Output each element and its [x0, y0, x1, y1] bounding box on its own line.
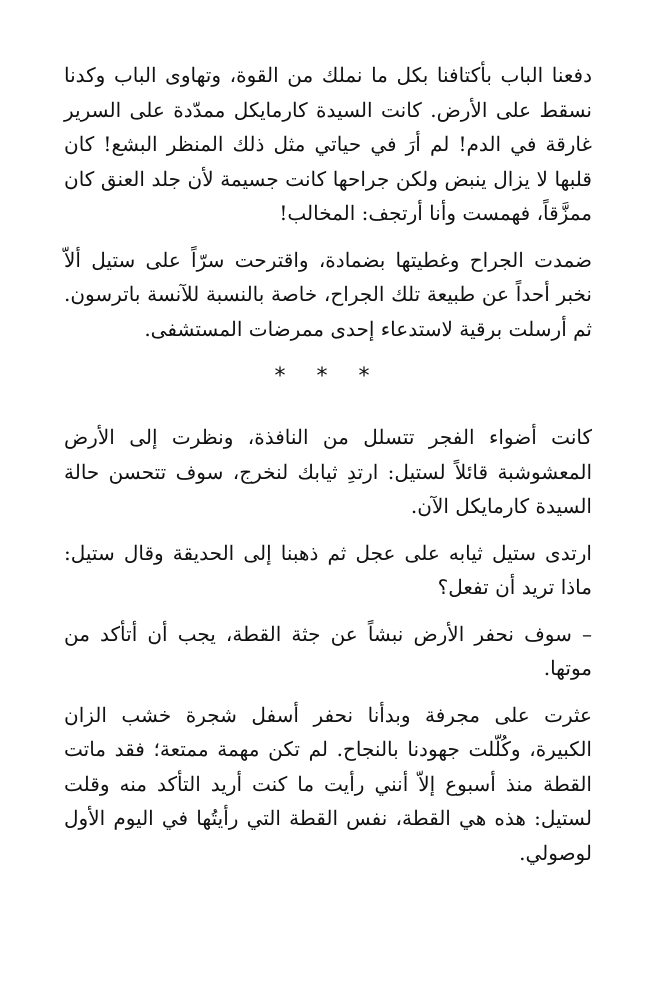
- paragraph: عثرت على مجرفة وبدأنا نحفر أسفل شجرة خشب الزان الكبيرة، وكُلّلت جهودنا بالنجاح. لم تكن مهمة ممتعة؛ فقد ماتت القطة منذ أسبوع إلاّ أنني رأيت ما كنت أريد التأكد منه وقلت لستيل: هذه هي القطة، نفس القطة التي رأيتُها في اليوم الأول لوصولي.: [64, 702, 592, 865]
- paragraph: – سوف نحفر الأرض نبشاً عن جثة القطة، يجب أن أتأكد من موتها.: [64, 621, 592, 680]
- section-separator: * * *: [274, 364, 382, 389]
- paragraph: دفعنا الباب بأكتافنا بكل ما نملك من القوة، وتهاوى الباب وكدنا نسقط على الأرض. كانت السيدة كارمايكل ممدّدة على السرير غارقة في الدم! لم أرَ في حياتي مثل ذلك المنظر البشع! كان قلبها لا يزال ينبض ولكن جراحها كانت جسيمة لأن جلد العنق كان ممزَّقاً، فهمست وأنا أرتجف: المخالب!: [64, 63, 592, 225]
- paragraph: ارتدى ستيل ثيابه على عجل ثم ذهبنا إلى الحديقة وقال ستيل: ماذا تريد أن تفعل؟: [64, 540, 592, 599]
- paragraph: كانت أضواء الفجر تتسلل من النافذة، ونظرت إلى الأرض المعشوشبة قائلاً لستيل: ارتدِ ثيابك لنخرج، سوف تتحسن حالة السيدة كارمايكل الآن.: [64, 425, 592, 518]
- book-page: [64, 58, 592, 882]
- paragraph: ضمدت الجراح وغطيتها بضمادة، واقترحت سرّاً على ستيل ألاّ نخبر أحداً عن طبيعة تلك الجراح، خاصة بالنسبة للآنسة باترسون. ثم أرسلت برقية لاستدعاء إحدى ممرضات المستشفى.: [64, 247, 592, 341]
